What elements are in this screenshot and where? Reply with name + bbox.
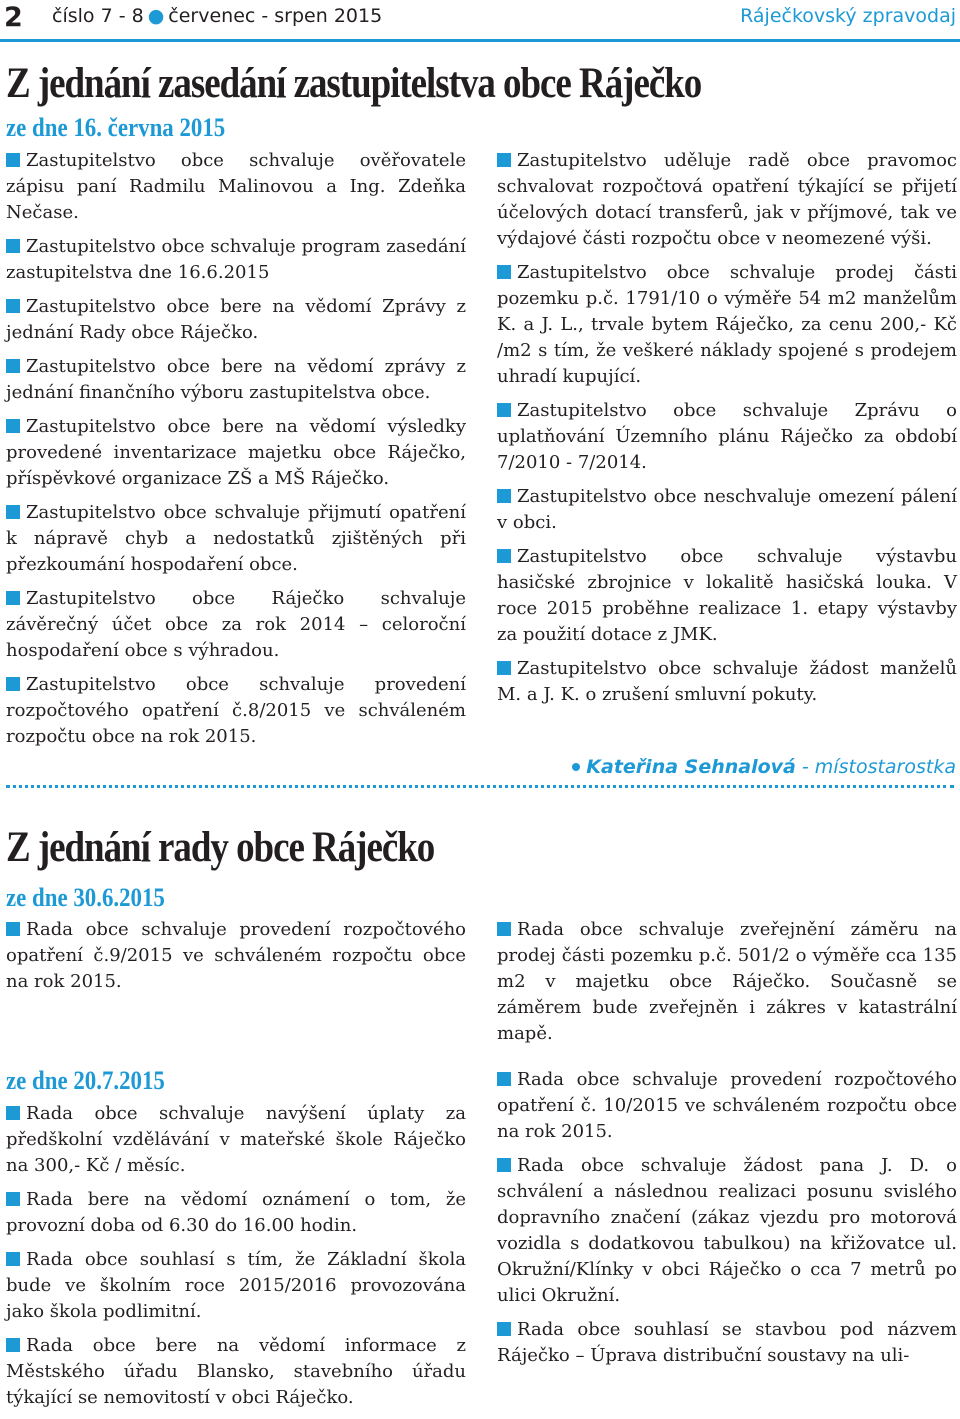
resolution-text: Zastupitelstvo obce schvaluje prodej části pozemku p.č. 1791/10 o výměře 54 m2 manželům K. a J. L., trvale bytem Ráječko, za cenu 200,- Kč /m2 s tím, že veškeré náklady spojené s prodejem uhradí kupující.: [497, 262, 957, 387]
bullet-square-icon: [497, 1158, 511, 1172]
bullet-square-icon: [497, 403, 511, 417]
resolution-text: Rada obce souhlasí se stavbou pod názvem Ráječko – Úprava distribuční soustavy na uli-: [497, 1319, 957, 1366]
resolution-text: Zastupitelstvo obce Ráječko schvaluje závěrečný účet obce za rok 2014 – celoroční hospodaření obce s výhradou.: [6, 588, 466, 661]
section2-date1: ze dne 30.6.2015: [6, 883, 165, 912]
bullet-square-icon: [497, 549, 511, 563]
section1-left-column: [6, 148, 466, 758]
bullet-square-icon: [6, 591, 20, 605]
resolution-item: [6, 1247, 466, 1325]
signature: [572, 756, 956, 778]
newspaper-name: Ráječkovský zpravodaj: [740, 5, 956, 27]
resolution-text: Zastupitelstvo obce schvaluje žádost manželů M. a J. K. o zrušení smluvní pokuty.: [497, 658, 957, 705]
resolution-text: Zastupitelstvo obce schvaluje Zprávu o uplatňování Územního plánu Ráječko za období 7/2010 - 7/2014.: [497, 400, 957, 473]
bullet-square-icon: [6, 299, 20, 313]
resolution-text: Rada obce schvaluje provedení rozpočtového opatření č.9/2015 ve schváleném rozpočtu obce na rok 2015.: [6, 919, 466, 992]
resolution-text: Rada obce schvaluje provedení rozpočtového opatření č. 10/2015 ve schváleném rozpočtu obce na rok 2015.: [497, 1069, 957, 1142]
bullet-square-icon: [6, 1338, 20, 1352]
resolution-item: [497, 656, 957, 708]
resolution-item: [6, 414, 466, 492]
resolution-item: [6, 500, 466, 578]
page-number: 2: [4, 2, 23, 33]
resolution-text: Zastupitelstvo obce schvaluje program zasedání zastupitelstva dne 16.6.2015: [6, 236, 466, 283]
bullet-square-icon: [6, 1252, 20, 1266]
section2-date2: ze dne 20.7.2015: [6, 1066, 165, 1095]
bullet-square-icon: [497, 1322, 511, 1336]
resolution-item: [6, 234, 466, 286]
resolution-item: [497, 1067, 957, 1145]
resolution-item: [6, 586, 466, 664]
section2-date2-column: [6, 1101, 466, 1419]
bullet-square-icon: [6, 922, 20, 936]
resolution-text: Zastupitelstvo uděluje radě obce pravomoc schvalovat rozpočtová opatření týkající se přijetí účelových dotací transferů, jak v příjmové, tak ve výdajové části rozpočtu obce v neomezené výši.: [497, 150, 957, 249]
resolution-item: [497, 484, 957, 536]
resolution-item: [6, 672, 466, 750]
bullet-square-icon: [497, 1072, 511, 1086]
resolution-item: [6, 294, 466, 346]
signature-role: - místostarostka: [795, 756, 956, 778]
bullet-square-icon: [6, 153, 20, 167]
resolution-item: [497, 260, 957, 390]
issue-date: červenec - srpen 2015: [168, 5, 383, 27]
resolution-text: Zastupitelstvo obce bere na vědomí Zprávy z jednání Rady obce Ráječko.: [6, 296, 466, 343]
resolution-item: [6, 1187, 466, 1239]
resolution-item: [6, 1101, 466, 1179]
section2-date1-column: [6, 917, 466, 1003]
resolution-item: [497, 148, 957, 252]
section-divider: [6, 785, 954, 788]
resolution-text: Zastupitelstvo obce bere na vědomí zprávy z jednání finančního výboru zastupitelstva obce.: [6, 356, 466, 403]
bullet-icon: [572, 763, 580, 771]
bullet-square-icon: [6, 239, 20, 253]
bullet-square-icon: [497, 661, 511, 675]
resolution-item: [6, 148, 466, 226]
bullet-square-icon: [6, 677, 20, 691]
resolution-item: [497, 1317, 957, 1369]
resolution-text: Rada obce souhlasí s tím, že Základní škola bude ve školním roce 2015/2016 provozována jako škola podlimitní.: [6, 1249, 466, 1322]
resolution-text: Zastupitelstvo obce schvaluje ověřovatele zápisu paní Radmilu Malinovou a Ing. Zdeňka Nečase.: [6, 150, 466, 223]
resolution-text: Zastupitelstvo obce bere na vědomí výsledky provedené inventarizace majetku obce Ráječko, příspěvkové organizace ZŠ a MŠ Ráječko.: [6, 416, 466, 489]
resolution-item: [497, 398, 957, 476]
section1-date: ze dne 16. června 2015: [6, 113, 226, 142]
bullet-square-icon: [6, 505, 20, 519]
resolution-item: [6, 917, 466, 995]
resolution-item: [497, 1153, 957, 1309]
issue-number: číslo 7 - 8: [52, 5, 144, 27]
bullet-square-icon: [6, 419, 20, 433]
resolution-text: Rada obce schvaluje zveřejnění záměru na prodej části pozemku p.č. 501/2 o výměře cca 135 m2 v majetku obce Ráječko. Současně se záměrem bude zveřejněn i zákres v katastrální mapě.: [497, 919, 957, 1044]
bullet-square-icon: [6, 1106, 20, 1120]
section2-right-column: [497, 917, 957, 1377]
bullet-square-icon: [497, 489, 511, 503]
section2-title: Z jednání rady obce Ráječko: [6, 824, 435, 871]
resolution-text: Zastupitelstvo obce schvaluje výstavbu hasičské zbrojnice v lokalitě hasičská louka. V roce 2015 proběhne realizace 1. etapy výstavby za použití dotace z JMK.: [497, 546, 957, 645]
resolution-text: Rada obce bere na vědomí informace z Městského úřadu Blansko, stavebního úřadu týkající se nemovitostí v obci Ráječko.: [6, 1335, 466, 1408]
resolution-text: Rada bere na vědomí oznámení o tom, že provozní doba od 6.30 do 16.00 hodin.: [6, 1189, 466, 1236]
bullet-square-icon: [497, 153, 511, 167]
bullet-square-icon: [6, 359, 20, 373]
resolution-item: [497, 917, 957, 1047]
bullet-square-icon: [497, 922, 511, 936]
section1-right-column: [497, 148, 957, 716]
resolution-item: [6, 1333, 466, 1411]
header-rule: [0, 39, 960, 42]
signature-name: Kateřina Sehnalová: [586, 756, 796, 778]
bullet-square-icon: [497, 265, 511, 279]
resolution-text: Rada obce schvaluje žádost pana J. D. o schválení a následnou realizaci posunu svislého dopravního značení (zákaz vjezdu pro motorová vozidla s dodatkovou tabulkou) na křižovatce ul. Okružní/Klínky v obci Ráječko o cca 7 metrů po ulici Okružní.: [497, 1155, 957, 1306]
resolution-item: [497, 544, 957, 648]
resolution-item: [6, 354, 466, 406]
resolution-text: Zastupitelstvo obce schvaluje přijmutí opatření k nápravě chyb a nedostatků zjištěných při přezkoumání hospodaření obce.: [6, 502, 466, 575]
section1-title: Z jednání zasedání zastupitelstva obce Ráječko: [6, 60, 702, 107]
issue-info: [52, 5, 382, 27]
separator-dot-icon: ●: [147, 5, 165, 27]
resolution-text: Zastupitelstvo obce neschvaluje omezení pálení v obci.: [497, 486, 957, 533]
resolution-text: Rada obce schvaluje navýšení úplaty za předškolní vzdělávání v mateřské škole Ráječko na 300,- Kč / měsíc.: [6, 1103, 466, 1176]
bullet-square-icon: [6, 1192, 20, 1206]
resolution-text: Zastupitelstvo obce schvaluje provedení rozpočtového opatření č.8/2015 ve schváleném rozpočtu obce na rok 2015.: [6, 674, 466, 747]
